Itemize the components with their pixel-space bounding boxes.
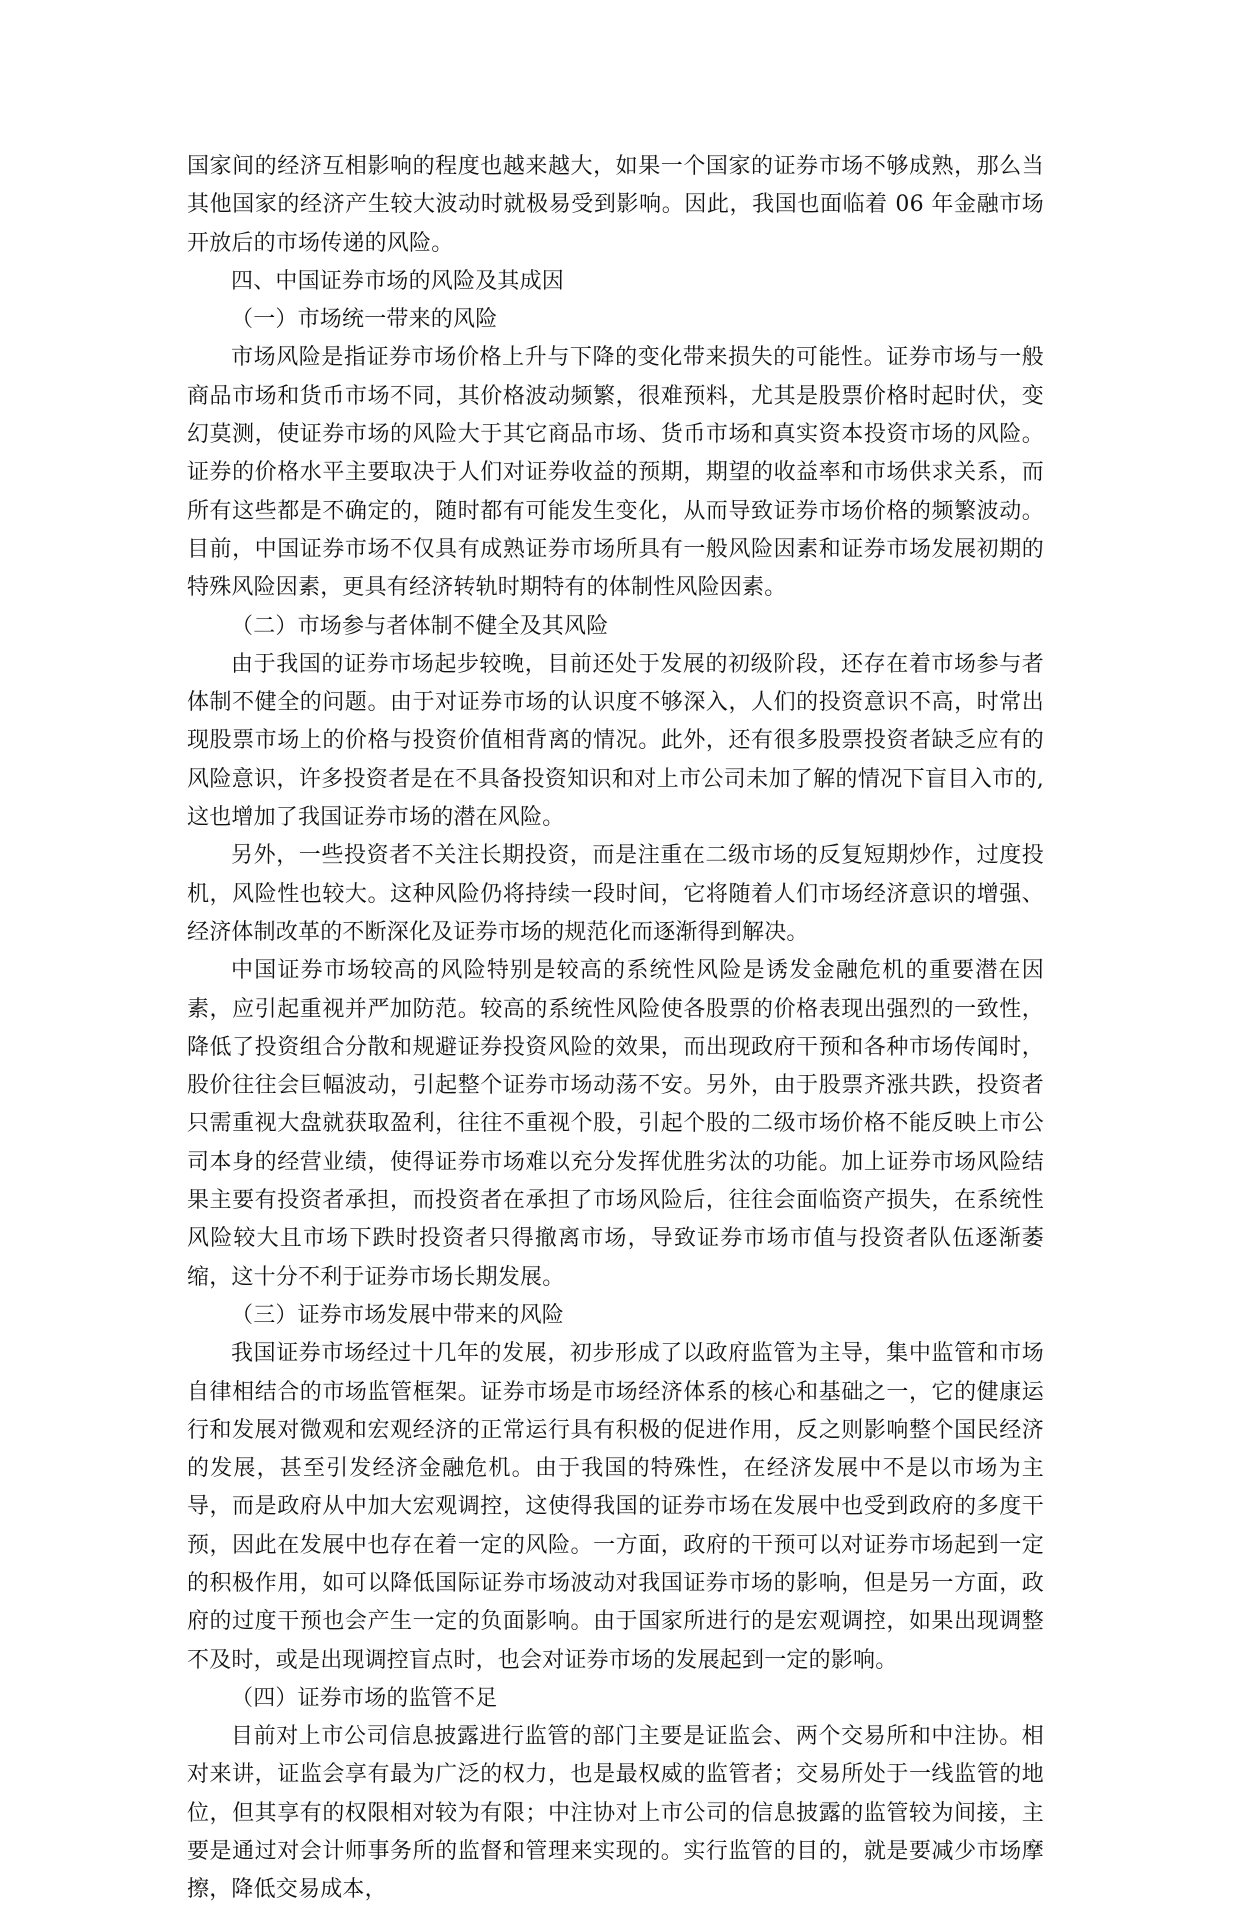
subsection-heading: （一）市场统一带来的风险 [231, 307, 498, 333]
body-paragraph: 市场风险是指证券市场价格上升与下降的变化带来损失的可能性。证券市场与一般商品市场和货币市场不同，其价格波动频繁，很难预料，尤其是股票价格时起时伏，变幻莫测，使证券市场的风险大于其它商品市场、货币市场和真实资本投资市场的风险。证券的价格水平主要取决于人们对证券收益的预期，期望的收益率和市场供求关系，而所有这些都是不确定的，随时都有可能发生变化，从而导致证券市场价格的频繁波动。目前，中国证券市场不仅具有成熟证券市场所具有一般风险因素和证券市场发展初期的特殊风险因素，更具有经济转轨时期特有的体制性风险因素。 [187, 345, 1044, 601]
subsection-heading: （四）证券市场的监管不足 [231, 1685, 498, 1711]
body-paragraph: 我国证券市场经过十几年的发展，初步形成了以政府监管为主导，集中监管和市场自律相结合的市场监管框架。证券市场是市场经济体系的核心和基础之一，它的健康运行和发展对微观和宏观经济的正常运行具有积极的促进作用，反之则影响整个国民经济的发展，甚至引发经济金融危机。由于我国的特殊性，在经济发展中不是以市场为主导，而是政府从中加大宏观调控，这使得我国的证券市场在发展中也受到政府的多度干预，因此在发展中也存在着一定的风险。一方面，政府的干预可以对证券市场起到一定的积极作用，如可以降低国际证券市场波动对我国证券市场的影响，但是另一方面，政府的过度干预也会产生一定的负面影响。由于国家所进行的是宏观调控，如果出现调整不及时，或是出现调控盲点时，也会对证券市场的发展起到一定的影响。 [187, 1341, 1044, 1673]
body-paragraph: 目前对上市公司信息披露进行监管的部门主要是证监会、两个交易所和中注协。相对来讲，证监会享有最为广泛的权力，也是最权威的监管者；交易所处于一线监管的地位，但其享有的权限相对较为有限；中注协对上市公司的信息披露的监管较为间接，主要是通过对会计师事务所的监督和管理来实现的。实行监管的目的，就是要减少市场摩擦，降低交易成本， [187, 1724, 1044, 1903]
body-paragraph: 由于我国的证券市场起步较晚，目前还处于发展的初级阶段，还存在着市场参与者体制不健全的问题。由于对证券市场的认识度不够深入，人们的投资意识不高，时常出现股票市场上的价格与投资价值相背离的情况。此外，还有很多股票投资者缺乏应有的风险意识，许多投资者是在不具备投资知识和对上市公司未加了解的情况下盲目入市的,这也增加了我国证券市场的潜在风险。 [187, 651, 1044, 831]
body-paragraph: 中国证券市场较高的风险特别是较高的系统性风险是诱发金融危机的重要潜在因素，应引起重视并严加防范。较高的系统性风险使各股票的价格表现出强烈的一致性，降低了投资组合分散和规避证券投资风险的效果，而出现政府干预和各种市场传闻时，股价往往会巨幅波动，引起整个证券市场动荡不安。另外，由于股票齐涨共跌，投资者只需重视大盘就获取盈利，往往不重视个股，引起个股的二级市场价格不能反映上市公司本身的经营业绩，使得证券市场难以充分发挥优胜劣汰的功能。加上证券市场风险结果主要有投资者承担，而投资者在承担了市场风险后，往往会面临资产损失，在系统性风险较大且市场下跌时投资者只得撤离市场，导致证券市场市值与投资者队伍逐渐萎缩，这十分不利于证券市场长期发展。 [187, 958, 1044, 1290]
subsection-heading: （二）市场参与者体制不健全及其风险 [231, 613, 609, 639]
subsection-heading: （三）证券市场发展中带来的风险 [231, 1302, 565, 1328]
section-heading: 四、中国证券市场的风险及其成因 [231, 268, 565, 294]
paragraph-continued: 国家间的经济互相影响的程度也越来越大，如果一个国家的证券市场不够成熟，那么当其他国家的经济产生较大波动时就极易受到影响。因此，我国也面临着 06 年金融市场开放后的市场传递的风险。 [187, 154, 1044, 256]
document-body [187, 148, 1044, 1910]
body-paragraph: 另外，一些投资者不关注长期投资，而是注重在二级市场的反复短期炒作，过度投机，风险性也较大。这种风险仍将持续一段时间，它将随着人们市场经济意识的增强、经济体制改革的不断深化及证券市场的规范化而逐渐得到解决。 [187, 843, 1044, 945]
